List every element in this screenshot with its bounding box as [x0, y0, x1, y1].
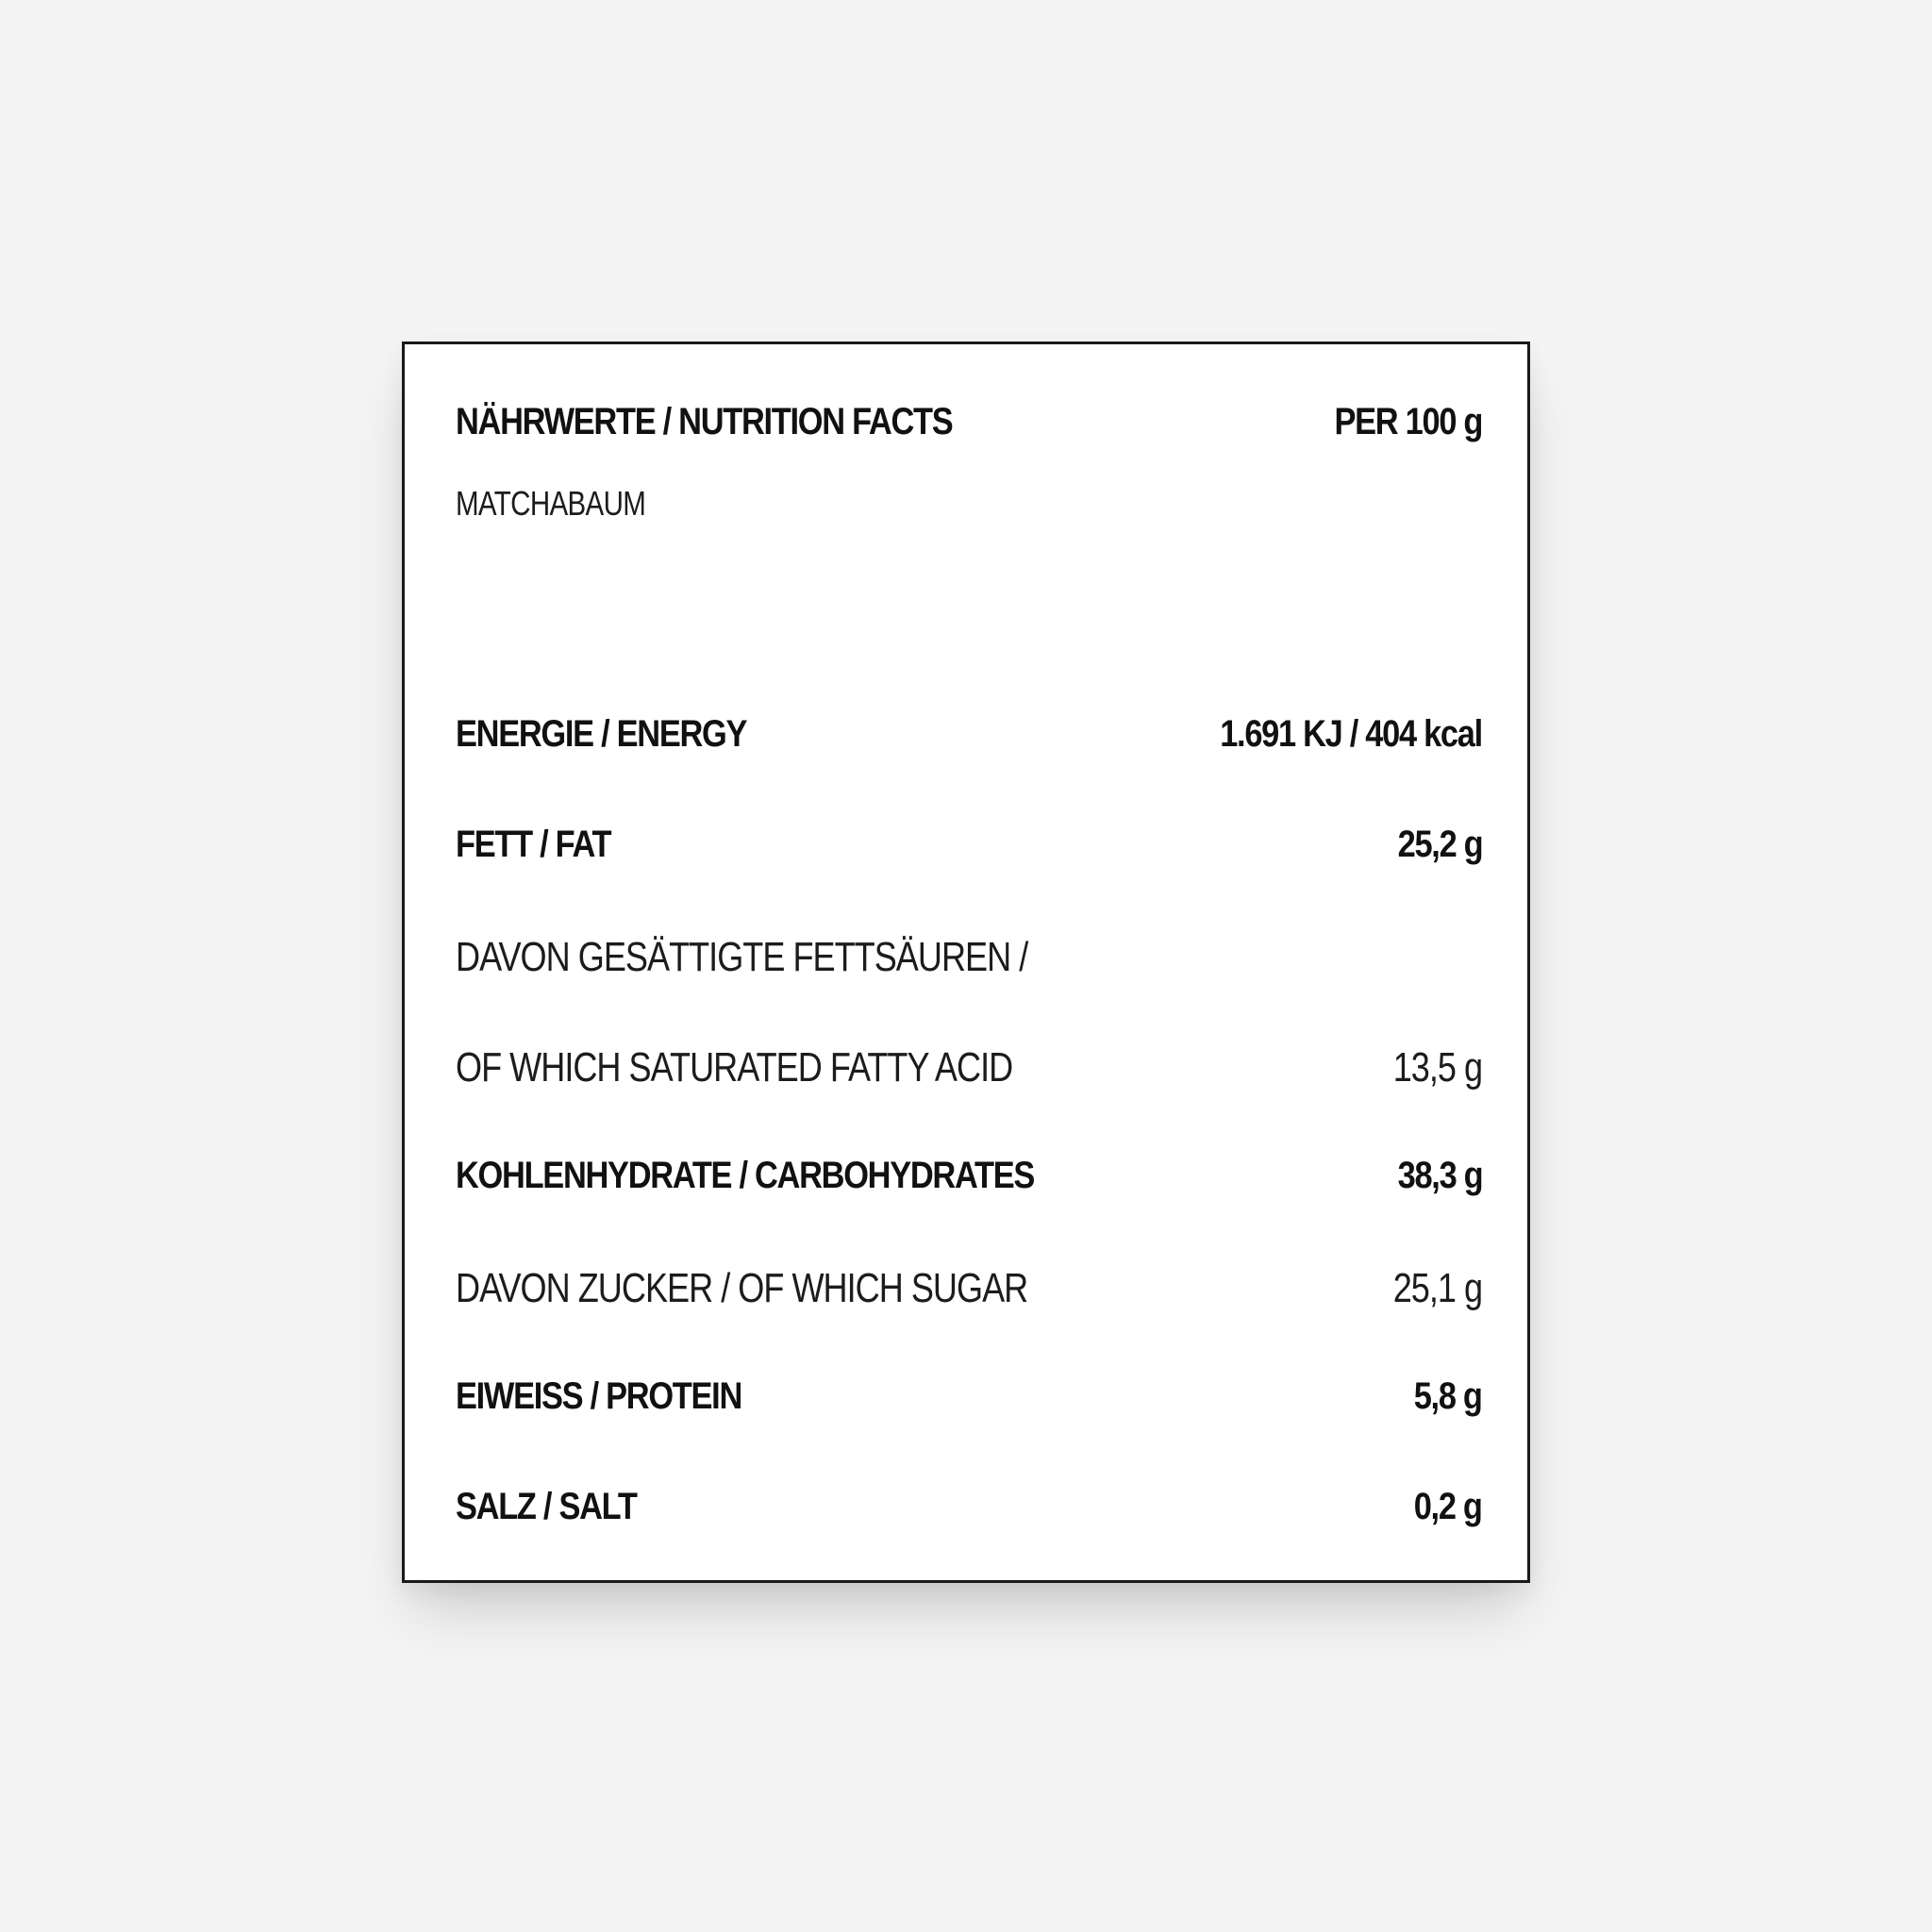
nutrient-value: 13,5 g: [1392, 1044, 1482, 1091]
nutrition-title: NÄHRWERTE / NUTRITION FACTS: [456, 401, 953, 442]
nutrient-value: 0,2 g: [1414, 1486, 1482, 1527]
nutrient-value: 25,2 g: [1397, 824, 1482, 865]
per-100g-label: PER 100 g: [1334, 401, 1482, 442]
nutrient-value: 25,1 g: [1392, 1265, 1482, 1311]
nutrient-label: DAVON ZUCKER / OF WHICH SUGAR: [456, 1265, 1028, 1311]
product-row: [456, 484, 1482, 524]
nutrient-row-salt: [456, 1486, 1482, 1528]
nutrient-row-saturated-de: [456, 934, 1482, 981]
header-row: [456, 401, 1482, 443]
product-name: MATCHABAUM: [456, 484, 646, 523]
nutrient-row-energy: [456, 713, 1482, 756]
nutrient-label: SALZ / SALT: [456, 1486, 637, 1527]
nutrient-value: 1.691 KJ / 404 kcal: [1220, 713, 1482, 755]
nutrient-row-fat: [456, 824, 1482, 866]
nutrient-label: ENERGIE / ENERGY: [456, 713, 747, 755]
nutrient-value: 5,8 g: [1414, 1375, 1482, 1417]
nutrient-row-saturated-en: [456, 1044, 1482, 1091]
nutrient-label: EIWEISS / PROTEIN: [456, 1375, 742, 1417]
nutrient-label: OF WHICH SATURATED FATTY ACID: [456, 1044, 1013, 1091]
nutrition-label: [402, 341, 1530, 1583]
nutrient-label: KOHLENHYDRATE / CARBOHYDRATES: [456, 1155, 1035, 1196]
nutrient-row-protein: [456, 1375, 1482, 1418]
nutrient-row-sugar: [456, 1265, 1482, 1312]
nutrient-value: 38,3 g: [1397, 1155, 1482, 1196]
nutrient-row-carbohydrates: [456, 1155, 1482, 1197]
nutrient-label: FETT / FAT: [456, 824, 611, 865]
nutrient-label: DAVON GESÄTTIGTE FETTSÄUREN /: [456, 934, 1028, 980]
